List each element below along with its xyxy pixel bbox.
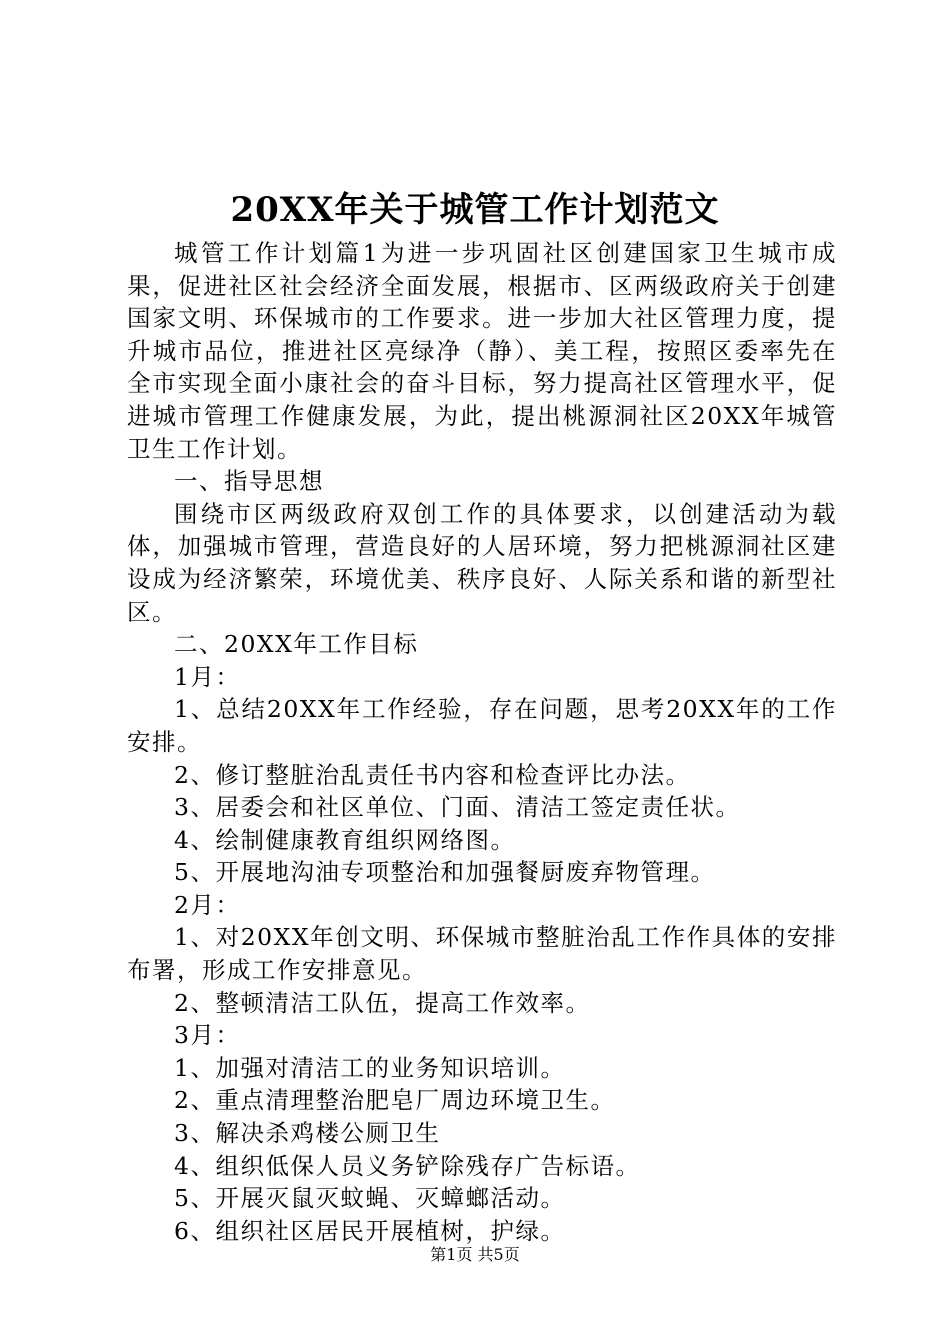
section-heading-guiding-thought: 一、指导思想 [174,467,324,496]
month-heading-january: 1月： [174,662,241,691]
list-item: 6、组织社区居民开展植树，护绿。 [174,1216,566,1245]
list-item: 3、居委会和社区单位、门面、清洁工签定责任状。 [174,793,741,822]
list-item: 2、重点清理整治肥皂厂周边环境卫生。 [174,1086,616,1115]
list-item: 1、加强对清洁工的业务知识培训。 [174,1053,566,1082]
paragraph-intro: 城管工作计划篇1为进一步巩固社区创建国家卫生城市成果，促进社区社会经济全面发展，根据市、区两级政府关于创建国家文明、环保城市的工作要求。进一步加大社区管理力度，提升城市品位，推进社区亮绿净（静）、美工程，按照区委率先在全市实现全面小康社会的奋斗目标，努力提高社区管理水平，促进城市管理工作健康发展，为此，提出桃源洞社区20XX年城管卫生工作计划。 [127,239,837,463]
list-item: 5、开展灭鼠灭蚊蝇、灭蟑螂活动。 [174,1184,566,1213]
month-heading-february: 2月： [174,890,241,919]
list-item: 1、总结20XX年工作经验，存在问题，思考20XX年的工作安排。 [127,695,837,756]
list-item: 5、开展地沟油专项整治和加强餐厨废弃物管理。 [174,858,716,887]
section-heading-work-goals: 二、20XX年工作目标 [174,630,419,659]
list-item: 4、组织低保人员义务铲除残存广告标语。 [174,1151,641,1180]
paragraph-guiding-thought: 围绕市区两级政府双创工作的具体要求，以创建活动为载体，加强城市管理，营造良好的人居环境，努力把桃源洞社区建设成为经济繁荣，环境优美、秩序良好、人际关系和谐的新型社区。 [127,499,837,626]
document-title: 20XX年关于城管工作计划范文 [230,190,720,230]
list-item: 2、修订整脏治乱责任书内容和检查评比办法。 [174,760,691,789]
list-item: 4、绘制健康教育组织网络图。 [174,825,516,854]
page-number-footer: 第1页 共5页 [430,1245,520,1264]
list-item: 1、对20XX年创文明、环保城市整脏治乱工作作具体的安排布署，形成工作安排意见。 [127,923,837,985]
list-item: 2、整顿清洁工队伍，提高工作效率。 [174,988,591,1017]
list-item: 3、解决杀鸡楼公厕卫生 [174,1119,441,1148]
month-heading-march: 3月： [174,1021,241,1050]
document-body [127,237,837,1247]
